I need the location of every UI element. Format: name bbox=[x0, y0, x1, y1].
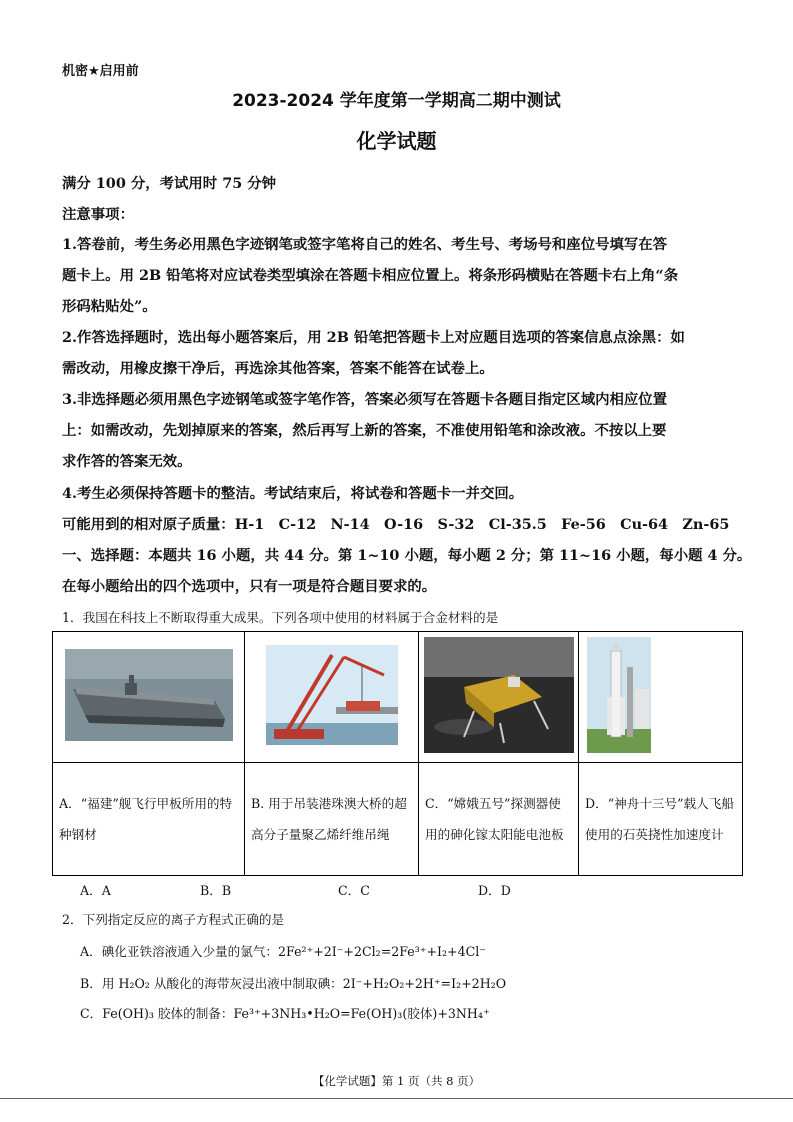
note-3-line-3: 求作答的答案无效。 bbox=[62, 453, 192, 470]
bottom-rule bbox=[0, 1098, 793, 1099]
image-cell-d bbox=[579, 632, 743, 763]
image-cell-b bbox=[245, 632, 419, 763]
choice-b[interactable]: B．B bbox=[200, 883, 232, 898]
confidential-mark: 机密★启用前 bbox=[62, 64, 139, 79]
atomic-masses: 可能用到的相对原子质量：H-1 C-12 N-14 O-16 S-32 Cl-35.5 Fe-56 Cu-64 Zn-65 bbox=[62, 516, 730, 533]
option-d-cell: D．“神舟十三号”载人飞船使用的石英挠性加速度计 bbox=[579, 763, 743, 876]
question-2-stem: 2．下列指定反应的离子方程式正确的是 bbox=[62, 912, 285, 927]
notes-title: 注意事项： bbox=[62, 206, 134, 223]
choice-c[interactable]: C．C bbox=[338, 883, 370, 898]
option-c-cell: C．“嫦娥五号”探测器使用的砷化镓太阳能电池板 bbox=[419, 763, 579, 876]
question-1-stem: 1．我国在科技上不断取得重大成果。下列各项中使用的材料属于合金材料的是 bbox=[62, 610, 499, 625]
option-c-equation: Fe³⁺+3NH₃•H₂O=Fe(OH)₃(胶体)+3NH₄⁺ bbox=[233, 1006, 490, 1021]
section-1-instructions-2: 在每小题给出的四个选项中，只有一项是符合题目要求的。 bbox=[62, 578, 437, 595]
rocket-launch-image bbox=[587, 637, 651, 753]
option-a-cell: A．“福建”舰飞行甲板所用的特种钢材 bbox=[53, 763, 245, 876]
exam-title: 2023-2024 学年度第一学期高二期中测试 bbox=[232, 91, 561, 111]
note-2-line-1: 2.作答选择题时，选出每小题答案后，用 2B 铅笔把答题卡上对应题目选项的答案信息点涂黑：如 bbox=[62, 329, 685, 346]
note-4: 4.考生必须保持答题卡的整洁。考试结束后，将试卷和答题卡一并交回。 bbox=[62, 485, 524, 502]
question-2-option-b[interactable] bbox=[80, 973, 506, 992]
option-b-cell: B. 用于吊装港珠澳大桥的超高分子量聚乙烯纤维吊绳 bbox=[245, 763, 419, 876]
subject-title: 化学试题 bbox=[356, 129, 437, 153]
choice-d[interactable]: D．D bbox=[478, 883, 511, 898]
page-footer: 【化学试题】第 1 页（共 8 页） bbox=[312, 1074, 481, 1088]
image-cell-a bbox=[53, 632, 245, 763]
choice-a[interactable]: A．A bbox=[80, 883, 111, 898]
question-2-option-c[interactable] bbox=[80, 1003, 490, 1022]
note-3-line-1: 3.非选择题必须用黑色字迹钢笔或签字笔作答，答案必须写在答题卡各题目指定区域内相应位置 bbox=[62, 391, 668, 408]
question-2-option-a[interactable] bbox=[80, 941, 486, 960]
question-1-table bbox=[52, 631, 743, 876]
score-time: 满分 100 分，考试用时 75 分钟 bbox=[62, 175, 277, 192]
option-c-label: C．Fe(OH)₃ 胶体的制备： bbox=[80, 1006, 234, 1021]
note-1-line-3: 形码粘贴处”。 bbox=[62, 298, 157, 315]
aircraft-carrier-image bbox=[65, 649, 233, 741]
option-a-label: A．碘化亚铁溶液通入少量的氯气： bbox=[80, 944, 279, 959]
option-b-label: B．用 H₂O₂ 从酸化的海带灰浸出液中制取碘： bbox=[80, 976, 343, 991]
note-1-line-2: 题卡上。用 2B 铅笔将对应试卷类型填涂在答题卡相应位置上。将条形码横贴在答题卡右上角“条 bbox=[62, 267, 679, 284]
option-a-equation: 2Fe²⁺+2I⁻+2Cl₂=2Fe³⁺+I₂+4Cl⁻ bbox=[278, 944, 486, 959]
crane-bridge-image bbox=[266, 645, 398, 745]
note-3-line-2: 上：如需改动，先划掉原来的答案，然后再写上新的答案，不准使用铅笔和涂改液。不按以上要 bbox=[62, 422, 667, 439]
lunar-probe-image bbox=[424, 637, 574, 753]
option-b-equation: 2I⁻+H₂O₂+2H⁺=I₂+2H₂O bbox=[342, 976, 507, 991]
note-1-line-1: 1.答卷前，考生务必用黑色字迹钢笔或签字笔将自己的姓名、考生号、考场号和座位号填写在答 bbox=[62, 236, 668, 253]
image-cell-c bbox=[419, 632, 579, 763]
note-2-line-2: 需改动，用橡皮擦干净后，再选涂其他答案，答案不能答在试卷上。 bbox=[62, 360, 494, 377]
section-1-instructions-1: 一、选择题：本题共 16 小题，共 44 分。第 1~10 小题，每小题 2 分；第 11~16 小题，每小题 4 分。 bbox=[62, 547, 752, 564]
